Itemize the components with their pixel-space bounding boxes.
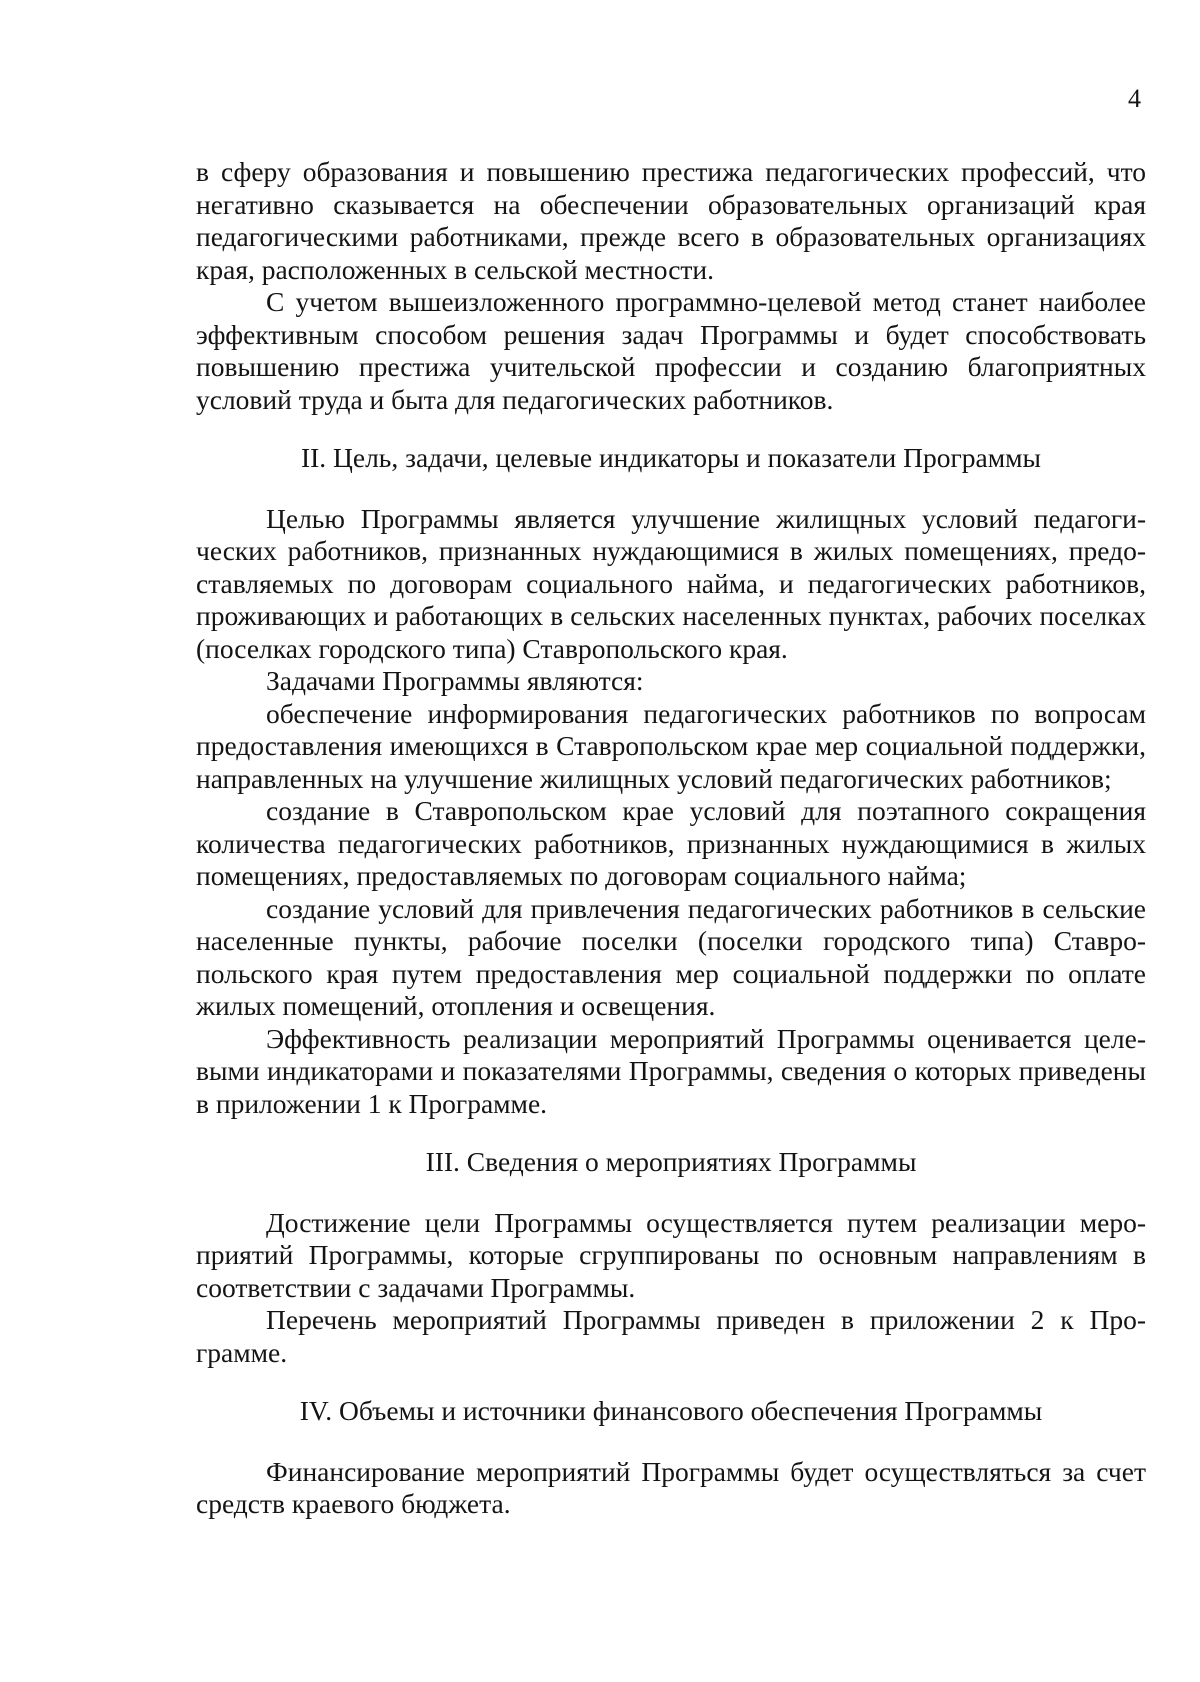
paragraph-continued: в сферу образования и повышению престижа педагогических профессий, что негативно сказывается на обеспечении образовательных организаций края педагогическими работниками, прежде всего в образовательных организациях края, расположенных в сельской местности.	[196, 156, 1146, 285]
paragraph: Целью Программы является улучшение жилищных условий педагогических работников, признанных нуждающимися в жилых помещениях, предоставляемых по договорам социального найма, и педагогических работников, проживающих и работающих в сельских населенных пунктах, рабочих поселках (поселках городского типа) Ставропольского края.	[196, 502, 1146, 664]
paragraph: С учетом вышеизложенного программно-целевой метод станет наиболее эффективным способом решения задач Программы и будет способствовать повышению престижа учительской профессии и созданию благоприятных условий труда и быта для педагогических работников.	[196, 286, 1146, 415]
section-2-heading: II. Цель, задачи, целевые индикаторы и показатели Программы	[300, 442, 1042, 473]
paragraph: Перечень мероприятий Программы приведен в приложении 2 к Программе.	[196, 1304, 1146, 1368]
document-body	[196, 156, 1146, 1521]
paragraph: Достижение цели Программы осуществляется путем реализации мероприятий Программы, которые сгруппированы по основным направлениям в соответствии с задачами Программы.	[196, 1206, 1146, 1303]
paragraph: создание в Ставропольском крае условий для поэтапного сокращения количества педагогических работников, признанных нуждающимися в жилых помещениях, предоставляемых по договорам социального найма;	[196, 795, 1146, 891]
paragraph: Финансирование мероприятий Программы будет осуществляться за счет средств краевого бюджета.	[196, 1455, 1146, 1519]
paragraph: Задачами Программы являются:	[266, 665, 644, 696]
section-4-heading: IV. Объемы и источники финансового обеспечения Программы	[299, 1395, 1043, 1426]
section-3-heading: III. Сведения о мероприятиях Программы	[425, 1146, 917, 1177]
paragraph: обеспечение информирования педагогических работников по вопросам предоставления имеющихся в Ставропольском крае мер социальной поддержки, направленных на улучшение жилищных условий педагогических работников;	[196, 697, 1146, 794]
page-number: 4	[1128, 84, 1141, 113]
paragraph: Эффективность реализации мероприятий Программы оценивается целевыми индикаторами и показателями Программы, сведения о которых приведены в приложении 1 к Программе.	[196, 1022, 1146, 1119]
paragraph: создание условий для привлечения педагогических работников в сельские населенные пункты, рабочие поселки (поселки городского типа) Ставропольского края путем предоставления мер социальной поддержки по оплате жилых помещений, отопления и освещения.	[196, 892, 1146, 1021]
